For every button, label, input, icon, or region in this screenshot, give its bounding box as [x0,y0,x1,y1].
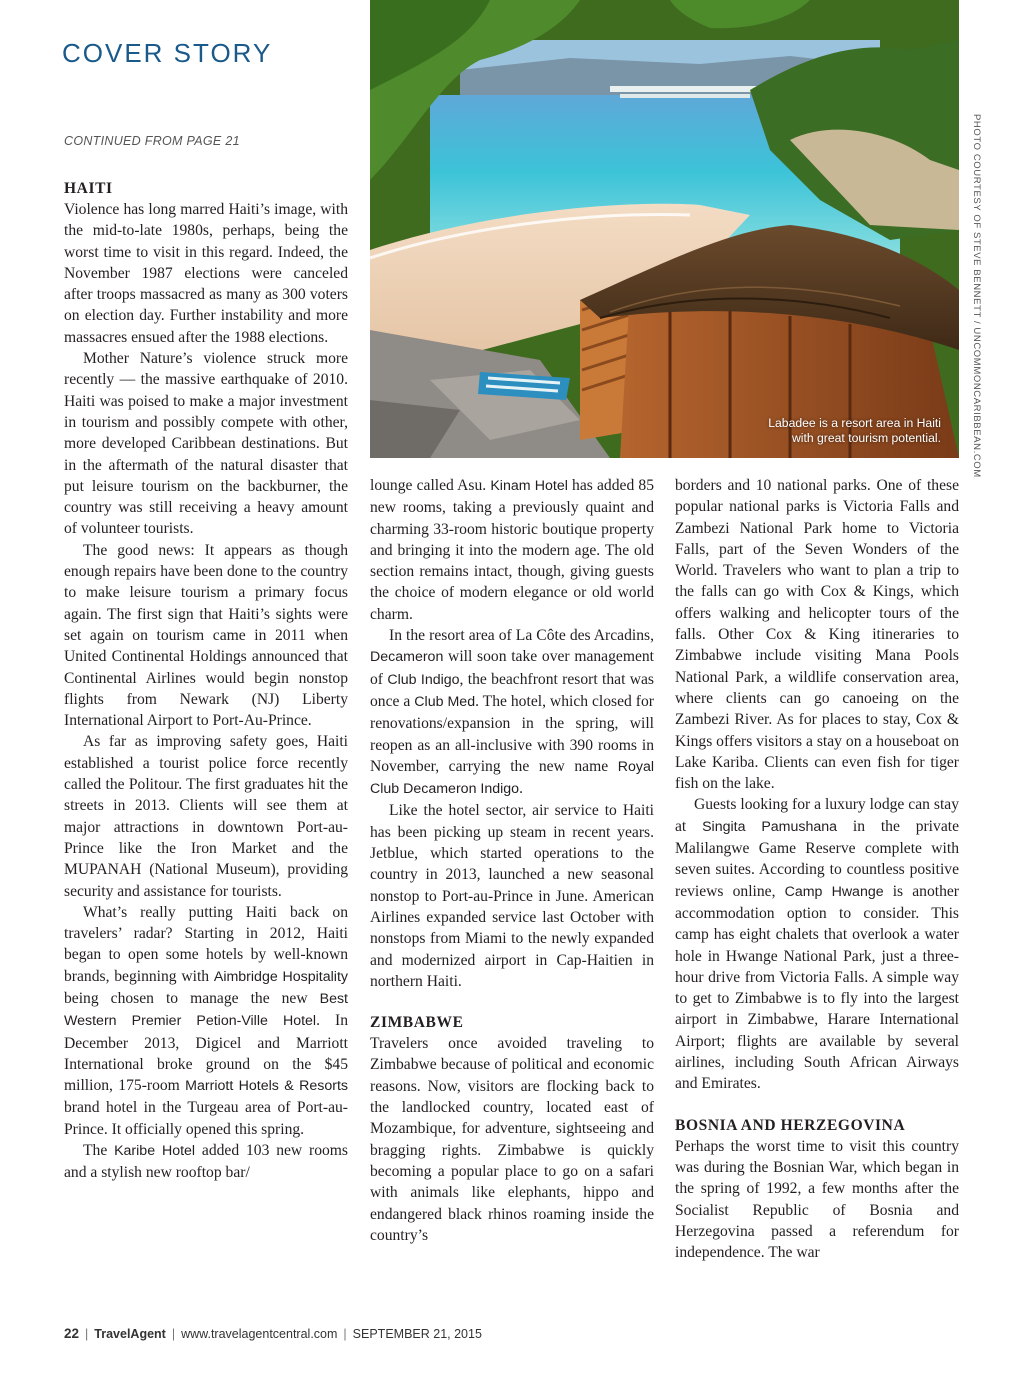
bosnia-paragraph-1: Perhaps the worst time to visit this country was during the Bosnian War, which began in the spring of 1992, a few months after the Socialist Republic of Bosnia and Herzegovina passed a referendum for independence. The war [675,1137,959,1262]
article-column-3 [675,475,959,1263]
brand-camp-hwange: Camp Hwange [784,883,884,900]
brand-decameron: Decameron [370,649,444,666]
page-number: 22 [64,1326,80,1341]
article-photo [370,0,959,458]
haiti-paragraph-7: In the resort area of La Côte des Arcadins, Decameron will soon take over management of Club Indigo, the beachfront resort that was once a Club Med. The hotel, which closed for renovations/expansion in the spring, will reopen as an all-inclusive with 390 rooms in November, carrying the new name Royal Club Decameron Indigo. [370,627,654,798]
caption-line-2: with great tourism potential. [791,431,941,445]
photo-credit-text: PHOTO COURTESY OF STEVE BENNETT / UNCOMMONCARIBBEAN.COM [971,114,982,478]
haiti-paragraph-3: The good news: It appears as though enough repairs have been done to the country to make leisure tourism a primary focus again. The first sign that Haiti’s sights were set again on tourism came in 2011 when United Continental Holdings announced that Continental Airlines would begin nonstop flights from Newark (NJ) Liberty International Airport to Port-Au-Prince. [64,541,348,730]
haiti-paragraph-6-start: The Karibe Hotel added 103 new rooms and a stylish new rooftop bar/ [64,1142,348,1182]
issue-date: SEPTEMBER 21, 2015 [352,1327,482,1341]
brand-karibe: Karibe Hotel [114,1143,196,1160]
continued-from-note: CONTINUED FROM PAGE 21 [64,134,240,148]
brand-club-med: Club Med [414,693,476,710]
article-column-1 [64,176,348,1184]
photo-credit [968,114,986,478]
brand-best-western: Best Western Premier Petion-Ville Hotel [64,990,348,1030]
caption-line-1: Labadee is a resort area in Haiti [768,416,941,430]
brand-kinam: Kinam Hotel [490,478,568,494]
haiti-paragraph-5: What’s really putting Haiti back on travelers’ radar? Starting in 2012, Haiti began to open some hotels by well-known brands, beginning with Aimbridge Hospitality being chosen to manage the new Best Western Premier Petion-Ville Hotel. In December 2013, Digicel and Marriott International broke ground on the $45 million, 175-room Marriott Hotels & Resorts brand hotel in the Turgeau area of Port-au-Prince. It officially opened this spring. [64,903,349,1138]
brand-marriott: Marriott Hotels & Resorts [185,1078,349,1095]
haiti-paragraph-8: Like the hotel sector, air service to Haiti has been picking up steam in recent years. Jetblue, which started operations to the country in 2013, launched a new seasonal nonstop to Port-au-Prince in June. American Airlines expanded service last October with nonstops from Miami to the newly expanded and modernized airport in Cap-Haitien in northern Haiti. [370,802,654,990]
magazine-name: TravelAgent [94,1327,166,1341]
brand-royal-club: Royal Club Decameron Indigo [370,758,654,798]
haiti-paragraph-6-cont: lounge called Asu. Kinam Hotel has added 85 new rooms, taking a previously quaint and charming 33-room historic boutique property and bringing it into the modern age. The old section remains intact, though, giving guests the choice of modern elegance or old world charm. [370,477,655,623]
zimbabwe-paragraph-1-cont: borders and 10 national parks. One of these popular national parks is Victoria Falls and Zambezi National Park home to Victoria Falls, part of the Seven Wonders of the World. Travelers who want to plan a trip to the falls can go with Cox & Kings, which offers walking and helicopter tours of the falls. Other Cox & King itineraries to Zimbabwe include visiting Mana Pools National Park, a wildlife conservation area, where clients can go canoeing on the Zambezi River. As for places to stay, Cox & Kings offers visitors a stay on a houseboat on Lake Kariba. Clients can even fish for tiger fish on the lake. [675,477,959,793]
bosnia-heading: BOSNIA AND HERZEGOVINA [675,1116,906,1134]
zimbabwe-heading: ZIMBABWE [370,1014,464,1032]
zimbabwe-paragraph-1: Travelers once avoided traveling to Zimbabwe because of political and economic reasons. Now, visitors are flocking back to the landlocked country, located east of Mozambique, for adventure, sightseeing and bragging rights. Zimbabwe is quickly becoming a popular place to go on a safari with animals like elephants, hippo and endangered black rhinos roaming inside the country’s [370,1035,654,1244]
article-column-2 [370,475,654,1246]
photo-caption [681,416,941,446]
zimbabwe-paragraph-2: Guests looking for a luxury lodge can stay at Singita Pamushana in the private Malilangwe Game Reserve complete with seven suites. According to countless positive reviews online, Camp Hwange is another accommodation option to consider. This camp has eight chalets that overlook a water hole in Hwange National Park, just a three-hour drive from Victoria Falls. A simple way to get to Zimbabwe is to fly into the largest airport in Zimbabwe, Harare International Airport; flights are available by several airlines, including South African Airways and Emirates. [675,796,959,1093]
footer-url[interactable]: www.travelagentcentral.com [181,1327,338,1341]
haiti-paragraph-4: As far as improving safety goes, Haiti established a tourist police force recently called the Politour. The first graduates hit the streets in 2013. Clients will see them at major attractions in downtown Port-au-Prince like the Iron Market and the MUPANAH (National Museum), providing security and assistance for tourists. [64,733,348,900]
haiti-paragraph-1: Violence has long marred Haiti’s image, with the mid-to-late 1980s, perhaps, being the worst time to visit in this regard. Indeed, the November 1987 elections were canceled after troops massacred as many as 300 voters on election day. Further instability and more massacres ensued after the 1988 elections. [64,201,348,346]
haiti-paragraph-2: Mother Nature’s violence struck more recently — the massive earthquake of 2010. Haiti was poised to make a major investment in tourism and possibly compete with other, more developed Caribbean destinations. But in the aftermath of the natural disaster that put leisure tourism on the backburner, the country was still receiving a heavy amount of volunteer tourists. [64,350,348,538]
brand-club-indigo: Club Indigo [387,671,460,688]
haiti-heading: HAITI [64,180,113,197]
brand-aimbridge: Aimbridge Hospitality [213,968,348,985]
beach-hut-illustration [370,0,959,458]
section-label: COVER STORY [62,38,273,68]
page-footer: 22 | TravelAgent | www.travelagentcentral.com | SEPTEMBER 21, 2015 [64,1326,482,1341]
brand-singita: Singita Pamushana [702,818,838,835]
